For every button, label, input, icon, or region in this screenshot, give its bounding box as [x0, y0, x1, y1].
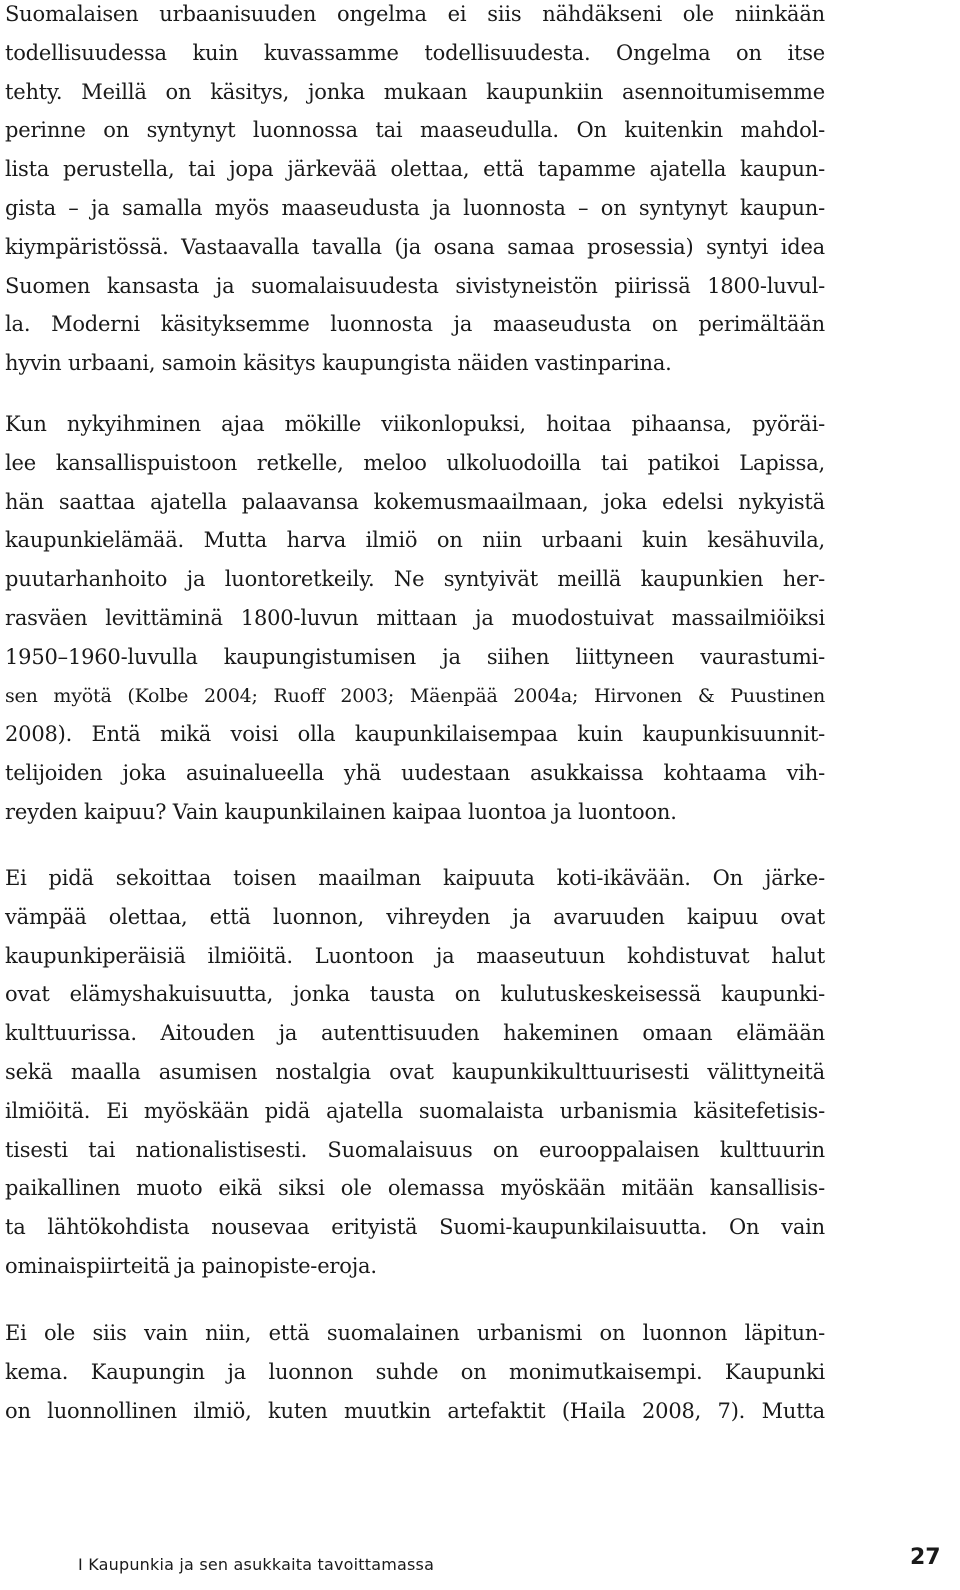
text-line: perinne on syntynyt luonnossa tai maaseudulla. On kuitenkin mahdol-	[5, 118, 825, 143]
text-line: tehty. Meillä on käsitys, jonka mukaan kaupunkiin asennoitumisemme	[5, 79, 825, 104]
text-line: hyvin urbaani, samoin käsitys kaupungista näiden vastinparina.	[5, 351, 672, 376]
text-line: rasväen levittäminä 1800-luvun mittaan ja muodostuivat massailmiöiksi	[5, 605, 825, 630]
text-line: Kun nykyihminen ajaa mökille viikonlopuksi, hoitaa pihaansa, pyöräi-	[5, 412, 825, 436]
text-line: telijoiden joka asuinalueella yhä uudestaan asukkaissa kohtaama vih-	[5, 761, 825, 786]
text-line: Suomen kansasta ja suomalaisuudesta sivistyneistön piirissä 1800-luvul-	[5, 273, 825, 298]
text-line: ominaispiirteitä ja painopiste-eroja.	[5, 1253, 377, 1278]
text-line: sen myötä (Kolbe 2004; Ruoff 2003; Mäenpää 2004a; Hirvonen & Puustinen	[5, 684, 825, 707]
text-line: ovat elämyshakuisuutta, jonka tausta on kulutuskeskeisessä kaupunki-	[5, 982, 825, 1007]
text-line: ilmiöitä. Ei myöskään pidä ajatella suomalaista urbanismia käsitefetisis-	[5, 1098, 825, 1123]
text-line: kema. Kaupungin ja luonnon suhde on monimutkaisempi. Kaupunki	[5, 1359, 825, 1384]
text-line: kaupunkiperäisiä ilmiöitä. Luontoon ja maaseutuun kohdistuvat halut	[5, 943, 825, 968]
text-line: hän saattaa ajatella palaavansa kokemusmaailmaan, joka edelsi nykyistä	[5, 489, 825, 514]
text-line: on luonnollinen ilmiö, kuten muutkin artefaktit (Haila 2008, 7). Mutta	[5, 1398, 825, 1423]
text-line: tisesti tai nationalistisesti. Suomalaisuus on eurooppalaisen kulttuurin	[5, 1137, 825, 1162]
running-footer-chapter-title: I Kaupunkia ja sen asukkaita tavoittamassa	[78, 1555, 435, 1574]
text-line: paikallinen muoto eikä siksi ole olemassa myöskään mitään kansallisis-	[5, 1176, 825, 1201]
text-line: la. Moderni käsityksemme luonnosta ja maaseudusta on perimältään	[5, 312, 825, 337]
text-line: 2008). Entä mikä voisi olla kaupunkilaisempaa kuin kaupunkisuunnit-	[5, 722, 825, 747]
paragraph-4	[5, 1314, 825, 1430]
text-line: Ei pidä sekoittaa toisen maailman kaipuuta koti-ikävään. On järke-	[5, 866, 825, 890]
text-line: Ei ole siis vain niin, että suomalainen urbanismi on luonnon läpitun-	[5, 1321, 825, 1345]
page-footer	[0, 1541, 960, 1581]
text-line: Suomalaisen urbaanisuuden ongelma ei siis nähdäkseni ole niinkään	[5, 2, 825, 26]
paragraph-3	[5, 859, 825, 1286]
paragraph-2	[5, 405, 825, 832]
text-line: gista – ja samalla myös maaseudusta ja luonnosta – on syntynyt kaupun-	[5, 195, 825, 220]
text-line: kaupunkielämää. Mutta harva ilmiö on niin urbaani kuin kesähuvila,	[5, 528, 825, 553]
text-line: ta lähtökohdista nousevaa erityistä Suomi-kaupunkilaisuutta. On vain	[5, 1215, 825, 1240]
page-number: 27	[910, 1545, 941, 1570]
text-line: reyden kaipuu? Vain kaupunkilainen kaipaa luontoa ja luontoon.	[5, 799, 677, 824]
text-line: vämpää olettaa, että luonnon, vihreyden ja avaruuden kaipuu ovat	[5, 904, 825, 929]
text-line: kiympäristössä. Vastaavalla tavalla (ja osana samaa prosessia) syntyi idea	[5, 234, 825, 259]
paragraph-1	[5, 0, 825, 383]
text-line: 1950–1960-luvulla kaupungistumisen ja siihen liittyneen vaurastumi-	[5, 644, 825, 669]
text-line: sekä maalla asumisen nostalgia ovat kaupunkikulttuurisesti välittyneitä	[5, 1059, 825, 1084]
text-line: lista perustella, tai jopa järkevää olettaa, että tapamme ajatella kaupun-	[5, 157, 825, 182]
text-line: todellisuudessa kuin kuvassamme todellisuudesta. Ongelma on itse	[5, 40, 825, 65]
text-line: puutarhanhoito ja luontoretkeily. Ne syntyivät meillä kaupunkien her-	[5, 567, 825, 592]
text-line: lee kansallispuistoon retkelle, meloo ulkoluodoilla tai patikoi Lapissa,	[5, 450, 825, 475]
text-line: kulttuurissa. Aitouden ja autenttisuuden hakeminen omaan elämään	[5, 1021, 825, 1046]
